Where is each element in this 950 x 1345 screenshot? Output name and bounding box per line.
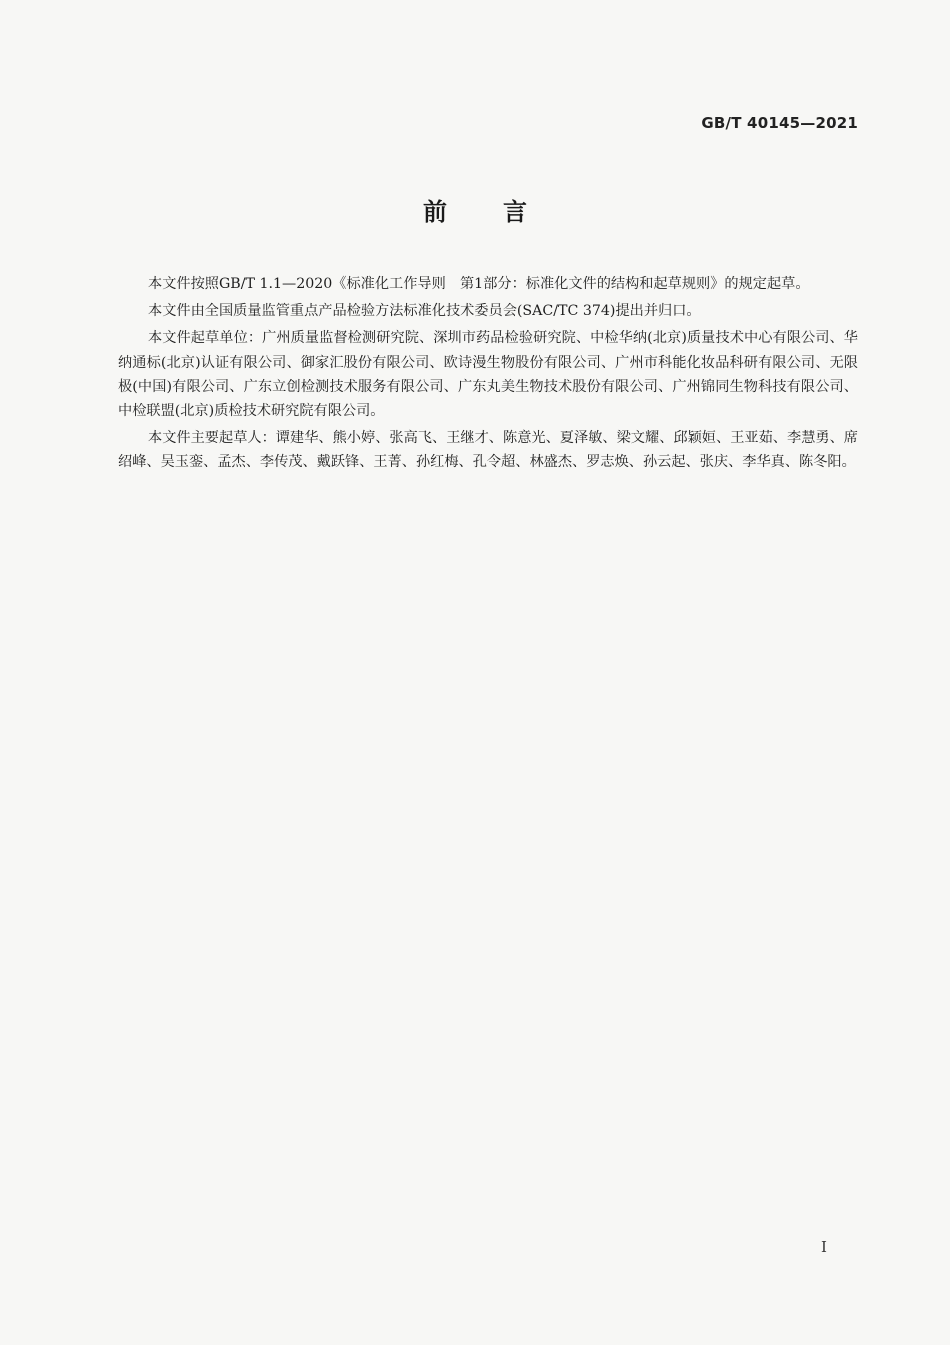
paragraph-drafters: 本文件主要起草人：谭建华、熊小婷、张高飞、王继才、陈意光、夏泽敏、梁文耀、邱颖姮、王亚茹、李慧勇、席绍峰、吴玉銮、孟杰、李传茂、戴跃锋、王菁、孙红梅、孔令超、林盛杰、罗志焕、孙云起、张庆、李华真、陈冬阳。 (118, 430, 858, 471)
paragraph-drafting-units: 本文件起草单位：广州质量监督检测研究院、深圳市药品检验研究院、中检华纳(北京)质量技术中心有限公司、华纳通标(北京)认证有限公司、御家汇股份有限公司、欧诗漫生物股份有限公司、广州市科能化妆品科研有限公司、无限极(中国)有限公司、广东立创检测技术服务有限公司、广东丸美生物技术股份有限公司、广州锦同生物科技有限公司、中检联盟(北京)质检技术研究院有限公司。 (118, 330, 858, 420)
page-number: I (821, 1238, 827, 1256)
page-title: 前言 (423, 198, 583, 226)
foreword-body (118, 272, 858, 478)
paragraph-proposer: 本文件由全国质量监管重点产品检验方法标准化技术委员会(SAC/TC 374)提出并归口。 (148, 303, 701, 320)
paragraph-drafting-rules: 本文件按照GB/T 1.1—2020《标准化工作导则 第1部分：标准化文件的结构和起草规则》的规定起草。 (148, 276, 810, 292)
standard-number: GB/T 40145—2021 (701, 114, 858, 132)
